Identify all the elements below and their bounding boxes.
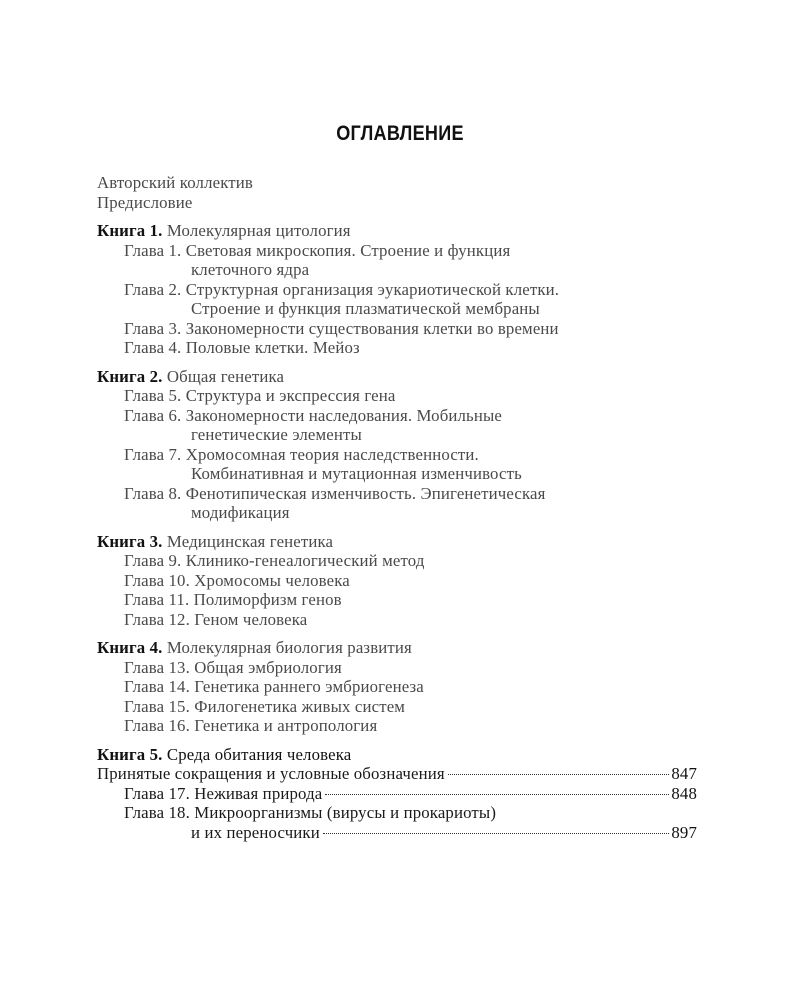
toc-entry-authors: Авторский коллектив (97, 173, 253, 192)
chapter-text: Глава 14. Генетика раннего эмбриогенеза (124, 677, 424, 696)
book-section (97, 221, 697, 358)
chapter-text: генетические элементы (191, 425, 362, 444)
chapter-line-continued (124, 503, 697, 523)
chapter-text: Глава 16. Генетика и антропология (124, 716, 378, 735)
chapter-line (124, 571, 697, 591)
chapter-line (124, 386, 697, 406)
chapter-line (124, 803, 697, 823)
page-number: 848 (671, 783, 697, 803)
book-section (97, 638, 697, 736)
chapter-line (124, 406, 697, 426)
chapter-entry (124, 241, 697, 280)
chapter-entry (124, 319, 697, 339)
chapter-line (124, 484, 697, 504)
dot-leader (325, 794, 669, 795)
chapter-text: Глава 2. Структурная организация эукариотической клетки. (124, 279, 560, 299)
chapter-entry (124, 338, 697, 358)
chapter-line (124, 280, 697, 300)
chapter-text: Глава 17. Неживая природа (124, 783, 323, 803)
book-heading (97, 367, 697, 387)
chapter-text: Глава 7. Хромосомная теория наследственности. (124, 444, 479, 464)
chapter-line (124, 716, 697, 736)
dot-leader (323, 833, 670, 834)
chapter-line (124, 241, 697, 261)
chapter-entry (124, 677, 697, 697)
chapter-line-continued (124, 823, 697, 843)
chapter-line-continued (124, 464, 697, 484)
chapter-text: и их переносчики (191, 822, 320, 842)
chapter-text: Глава 15. Филогенетика живых систем (124, 696, 406, 716)
chapter-entry (124, 551, 697, 571)
chapter-line (124, 590, 697, 610)
chapter-text: модификация (191, 503, 290, 522)
book-title: Общая генетика (166, 366, 285, 386)
chapter-entry (124, 445, 697, 484)
book-section (97, 745, 697, 843)
chapter-line (124, 319, 697, 339)
chapter-entry (124, 784, 697, 804)
chapter-text: Глава 1. Световая микроскопия. Строение и функция (124, 240, 511, 260)
chapter-line (124, 677, 697, 697)
chapter-text: Глава 5. Структура и экспрессия гена (124, 386, 396, 405)
chapter-line-continued (124, 260, 697, 280)
toc-entry-text: Принятые сокращения и условные обозначения (97, 764, 445, 783)
chapter-entry (124, 386, 697, 406)
book-label: Книга 5. (97, 744, 163, 764)
page-number: 897 (671, 822, 697, 842)
chapter-text: клеточного ядра (191, 260, 310, 279)
chapter-entry (124, 571, 697, 591)
chapter-entry (124, 590, 697, 610)
book-heading (97, 221, 697, 241)
chapter-line (124, 338, 697, 358)
table-of-contents (97, 173, 697, 842)
dot-leader (448, 774, 670, 775)
book-section (97, 367, 697, 523)
book-label: Книга 3. (97, 531, 163, 551)
chapter-text: Глава 3. Закономерности существования клетки во времени (124, 318, 559, 338)
chapter-entry (124, 406, 697, 445)
chapter-text: Глава 12. Геном человека (124, 609, 308, 629)
chapter-line (124, 784, 697, 804)
book-label: Книга 4. (97, 638, 163, 657)
chapter-text: Комбинативная и мутационная изменчивость (191, 464, 522, 483)
chapter-text: Глава 11. Полиморфизм генов (124, 590, 342, 609)
book-heading (97, 532, 697, 552)
chapter-line-continued (124, 425, 697, 445)
chapter-entry (124, 280, 697, 319)
chapter-text: Глава 18. Микроорганизмы (вирусы и прокариоты) (124, 803, 497, 822)
book-heading (97, 638, 697, 658)
chapter-text: Глава 4. Половые клетки. Мейоз (124, 338, 360, 357)
chapter-entry (124, 610, 697, 630)
page-title: ОГЛАВЛЕНИЕ (336, 122, 464, 145)
book-heading (97, 745, 697, 765)
chapter-line (124, 445, 697, 465)
chapter-line-continued (124, 299, 697, 319)
book-label: Книга 2. (97, 366, 163, 386)
book-section (97, 532, 697, 630)
chapter-entry (124, 658, 697, 678)
chapter-text: Глава 13. Общая эмбриология (124, 657, 342, 677)
intro-block (97, 173, 697, 212)
book-title: Молекулярная биология развития (166, 638, 412, 657)
page-number: 847 (671, 764, 697, 783)
chapter-entry (124, 484, 697, 523)
book-title: Медицинская генетика (166, 531, 334, 551)
book-title: Молекулярная цитология (166, 221, 351, 240)
chapter-line (124, 658, 697, 678)
chapter-text: Глава 10. Хромосомы человека (124, 570, 350, 590)
chapter-line (124, 551, 697, 571)
chapter-line (124, 697, 697, 717)
chapter-text: Глава 8. Фенотипическая изменчивость. Эпигенетическая (124, 483, 546, 503)
book-title: Среда обитания человека (166, 744, 352, 764)
chapter-text: Строение и функция плазматической мембраны (191, 299, 540, 318)
books-list (97, 221, 697, 842)
chapter-text: Глава 6. Закономерности наследования. Мобильные (124, 405, 503, 425)
chapter-line (124, 610, 697, 630)
chapter-entry (124, 803, 697, 842)
toc-entry-abbreviations (97, 764, 697, 784)
chapter-entry (124, 716, 697, 736)
book-label: Книга 1. (97, 221, 163, 240)
chapter-text: Глава 9. Клинико-генеалогический метод (124, 551, 425, 570)
chapter-entry (124, 697, 697, 717)
toc-entry-preface: Предисловие (97, 192, 193, 212)
